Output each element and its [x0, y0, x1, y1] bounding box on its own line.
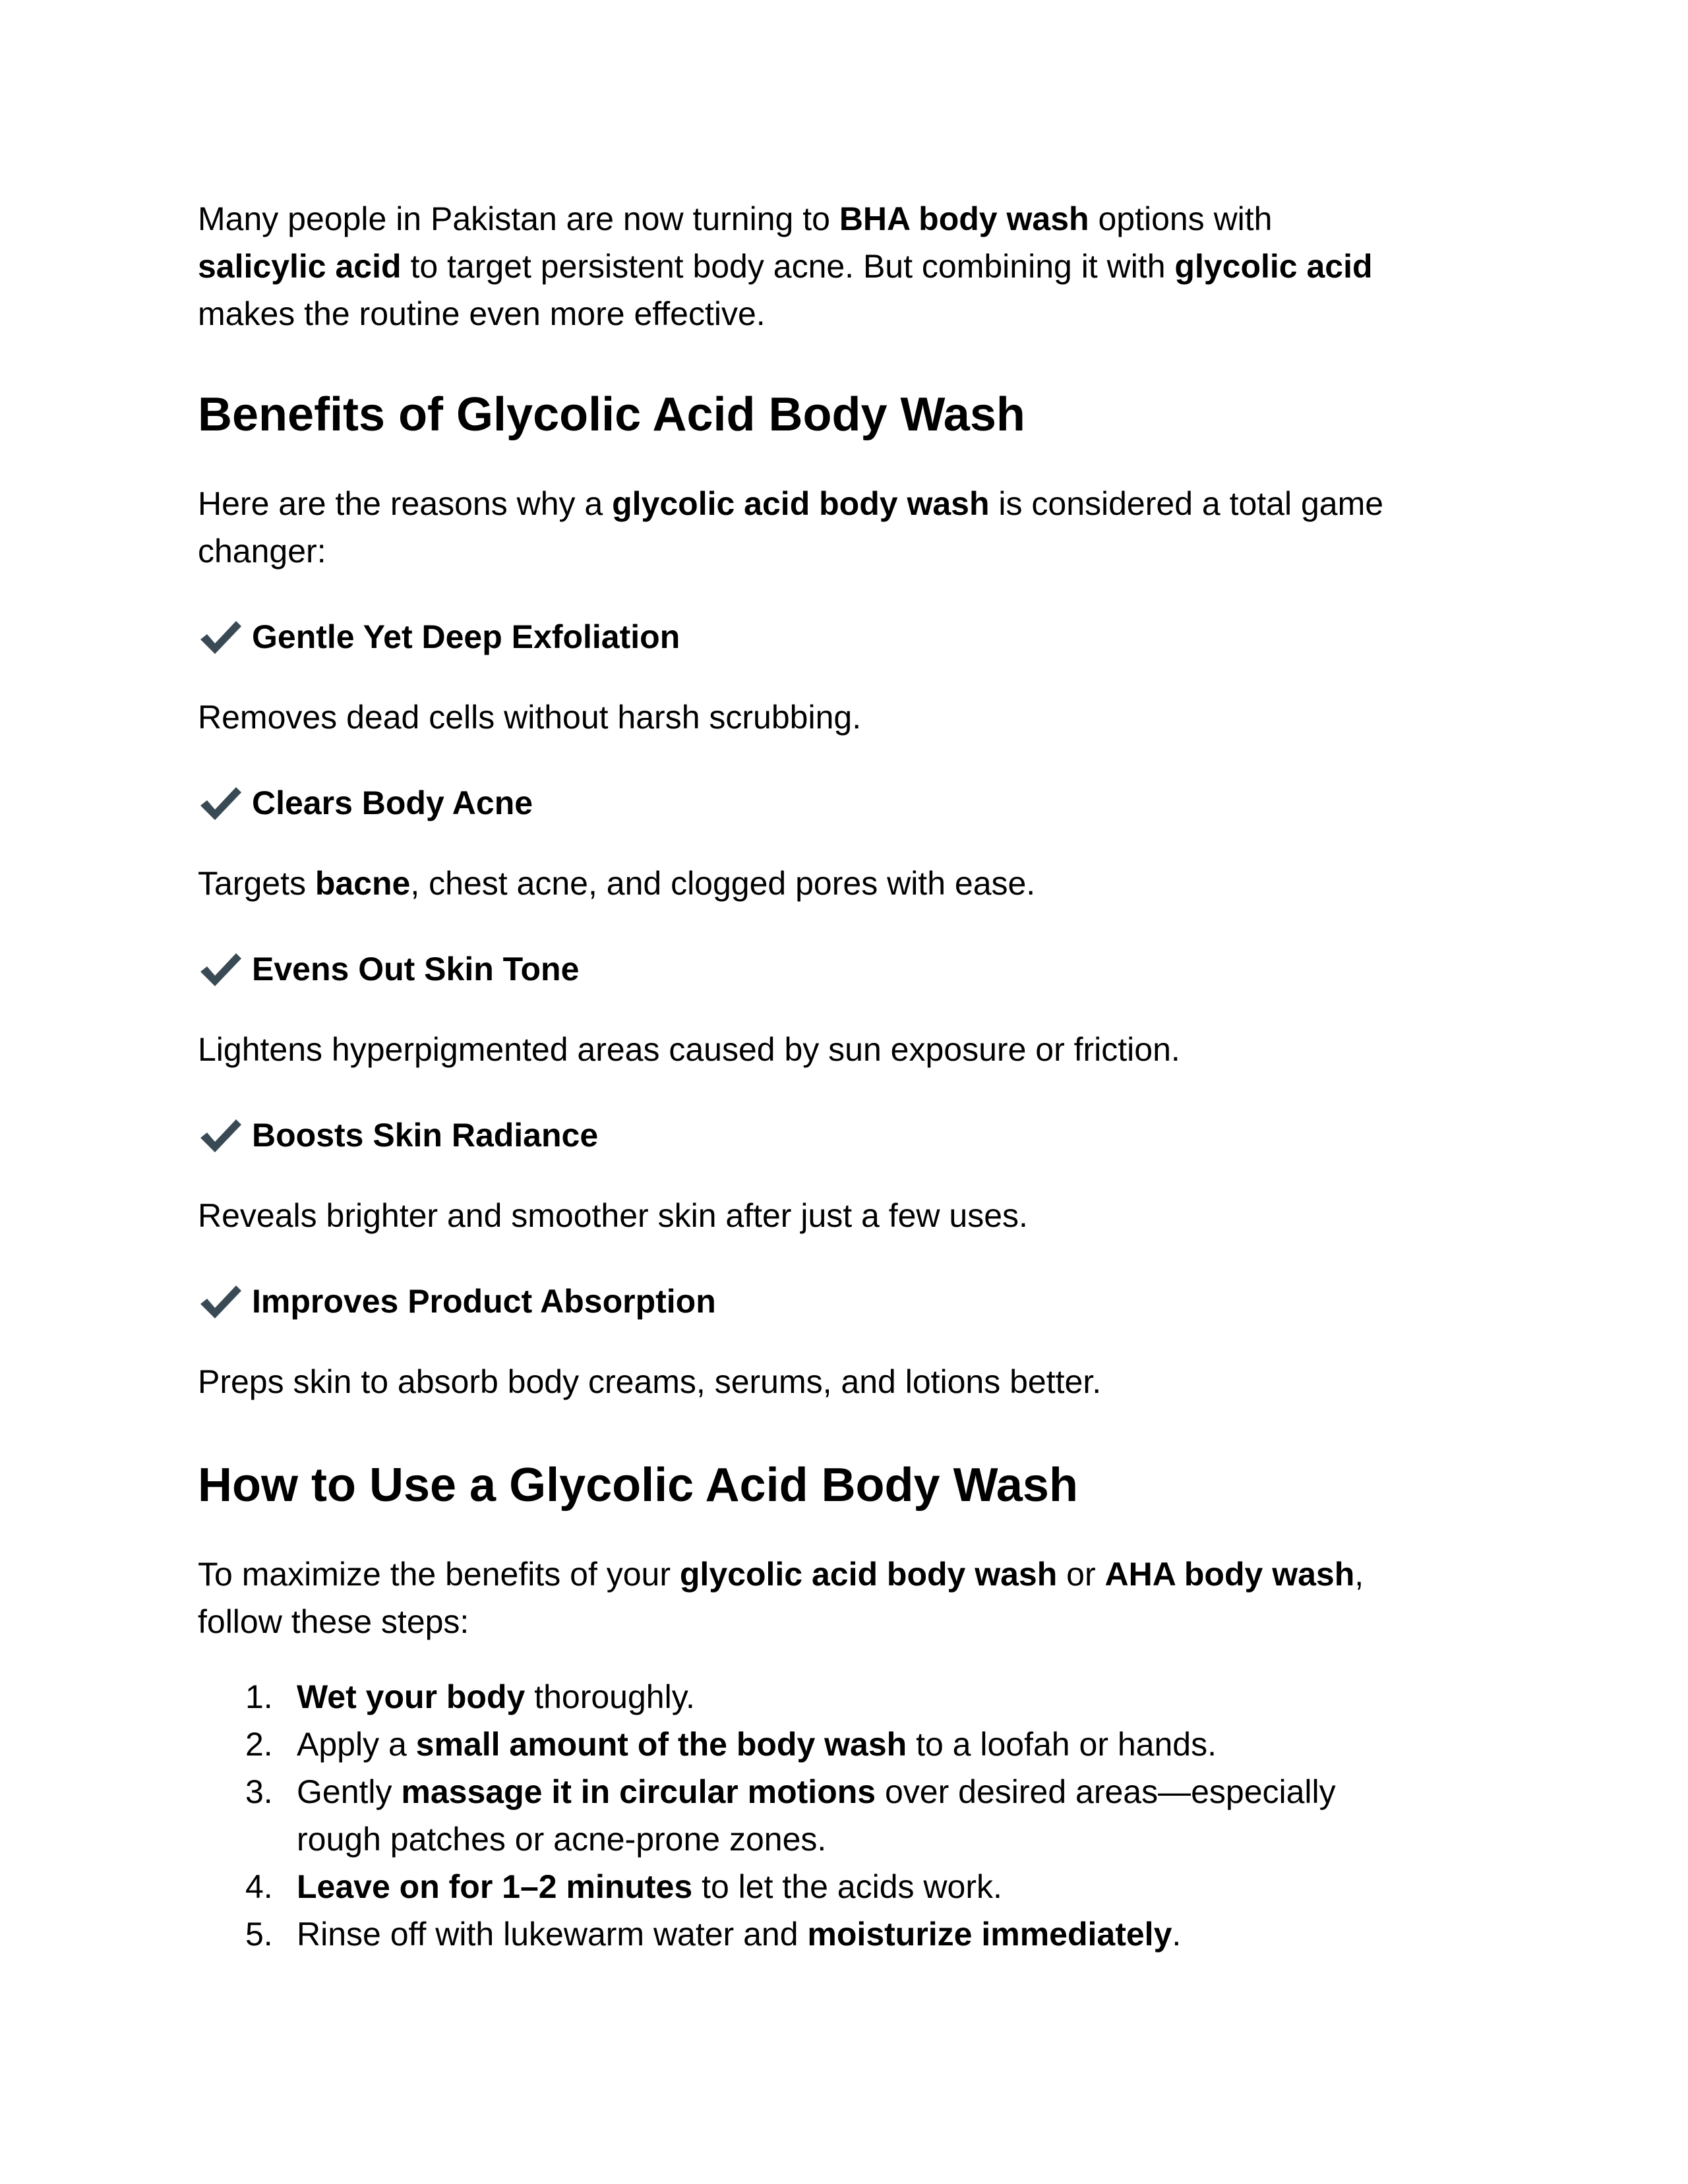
benefit-description-text: , chest acne, and clogged pores with ease.	[410, 865, 1036, 902]
step-item	[198, 1721, 1503, 1768]
intro-bold: BHA body wash	[839, 200, 1089, 237]
step-item	[198, 1768, 1503, 1863]
benefit-title-text: Boosts Skin Radiance	[252, 1117, 599, 1154]
check-mark-icon	[198, 949, 244, 989]
step-number: 5.	[245, 1916, 273, 1953]
how-to-heading: How to Use a Glycolic Acid Body Wash	[198, 1459, 1078, 1512]
intro-bold: salicylic acid	[198, 248, 402, 285]
benefit-title-text: Clears Body Acne	[252, 784, 533, 821]
how-to-intro-text: or	[1057, 1556, 1105, 1593]
intro-paragraph	[198, 195, 1503, 338]
intro-text: makes the routine even more effective.	[198, 295, 766, 332]
step-bold: small amount of the body wash	[415, 1726, 907, 1763]
benefit-title	[198, 613, 680, 661]
step-text: Rinse off with lukewarm water and	[297, 1916, 808, 1953]
benefits-intro-text: changer:	[198, 533, 326, 570]
step-number: 1.	[245, 1678, 273, 1715]
check-mark-icon	[198, 1282, 244, 1321]
how-to-intro-text: ,	[1354, 1556, 1364, 1593]
how-to-intro-text: follow these steps:	[198, 1603, 469, 1640]
benefit-description: Preps skin to absorb body creams, serums, and lotions better.	[198, 1363, 1102, 1400]
benefit-title	[198, 1111, 598, 1159]
benefit-description: Reveals brighter and smoother skin after just a few uses.	[198, 1197, 1028, 1234]
step-text: over desired areas—especially	[876, 1773, 1336, 1810]
benefit-description: Lightens hyperpigmented areas caused by sun exposure or friction.	[198, 1031, 1180, 1068]
step-item	[198, 1863, 1503, 1910]
check-mark-icon	[198, 617, 244, 657]
benefit-description	[198, 860, 1503, 907]
intro-text: Many people in Pakistan are now turning to	[198, 200, 839, 237]
step-text: Gently	[297, 1773, 402, 1810]
intro-text: options with	[1089, 200, 1273, 237]
intro-text: to target persistent body acne. But combining it with	[401, 248, 1175, 285]
how-to-intro-text: To maximize the benefits of your	[198, 1556, 680, 1593]
step-text: rough patches or acne-prone zones.	[297, 1821, 827, 1858]
step-number: 3.	[245, 1773, 273, 1810]
step-item	[198, 1673, 1503, 1721]
check-mark-icon	[198, 783, 244, 823]
step-text: Apply a	[297, 1726, 416, 1763]
benefits-intro-text: is considered a total game	[989, 485, 1384, 522]
step-bold: Leave on for 1–2 minutes	[297, 1868, 693, 1905]
benefit-title-text: Gentle Yet Deep Exfoliation	[252, 618, 680, 655]
benefits-intro	[198, 480, 1503, 575]
benefit-title	[198, 1278, 716, 1325]
benefits-intro-text: Here are the reasons why a	[198, 485, 613, 522]
steps-list	[198, 1673, 1503, 1958]
step-text: to let the acids work.	[692, 1868, 1002, 1905]
benefits-intro-bold: glycolic acid body wash	[612, 485, 990, 522]
benefit-description-text: Targets	[198, 865, 315, 902]
step-text: to a loofah or hands.	[907, 1726, 1217, 1763]
benefit-description-bold: bacne	[315, 865, 411, 902]
step-bold: Wet your body	[297, 1678, 526, 1715]
benefit-description: Removes dead cells without harsh scrubbing.	[198, 699, 862, 736]
how-to-intro-bold: glycolic acid body wash	[679, 1556, 1058, 1593]
step-text: thoroughly.	[525, 1678, 695, 1715]
how-to-intro	[198, 1550, 1503, 1645]
benefit-title	[198, 945, 579, 993]
step-bold: moisturize immediately	[807, 1916, 1172, 1953]
intro-bold: glycolic acid	[1174, 248, 1373, 285]
step-number: 2.	[245, 1726, 273, 1763]
step-number: 4.	[245, 1868, 273, 1905]
check-mark-icon	[198, 1115, 244, 1155]
benefits-heading: Benefits of Glycolic Acid Body Wash	[198, 388, 1025, 441]
step-bold: massage it in circular motions	[401, 1773, 876, 1810]
benefit-title-text: Improves Product Absorption	[252, 1283, 716, 1320]
benefit-title	[198, 779, 533, 827]
how-to-intro-bold: AHA body wash	[1104, 1556, 1355, 1593]
step-text: .	[1172, 1916, 1182, 1953]
benefit-title-text: Evens Out Skin Tone	[252, 951, 580, 988]
step-item	[198, 1910, 1503, 1958]
